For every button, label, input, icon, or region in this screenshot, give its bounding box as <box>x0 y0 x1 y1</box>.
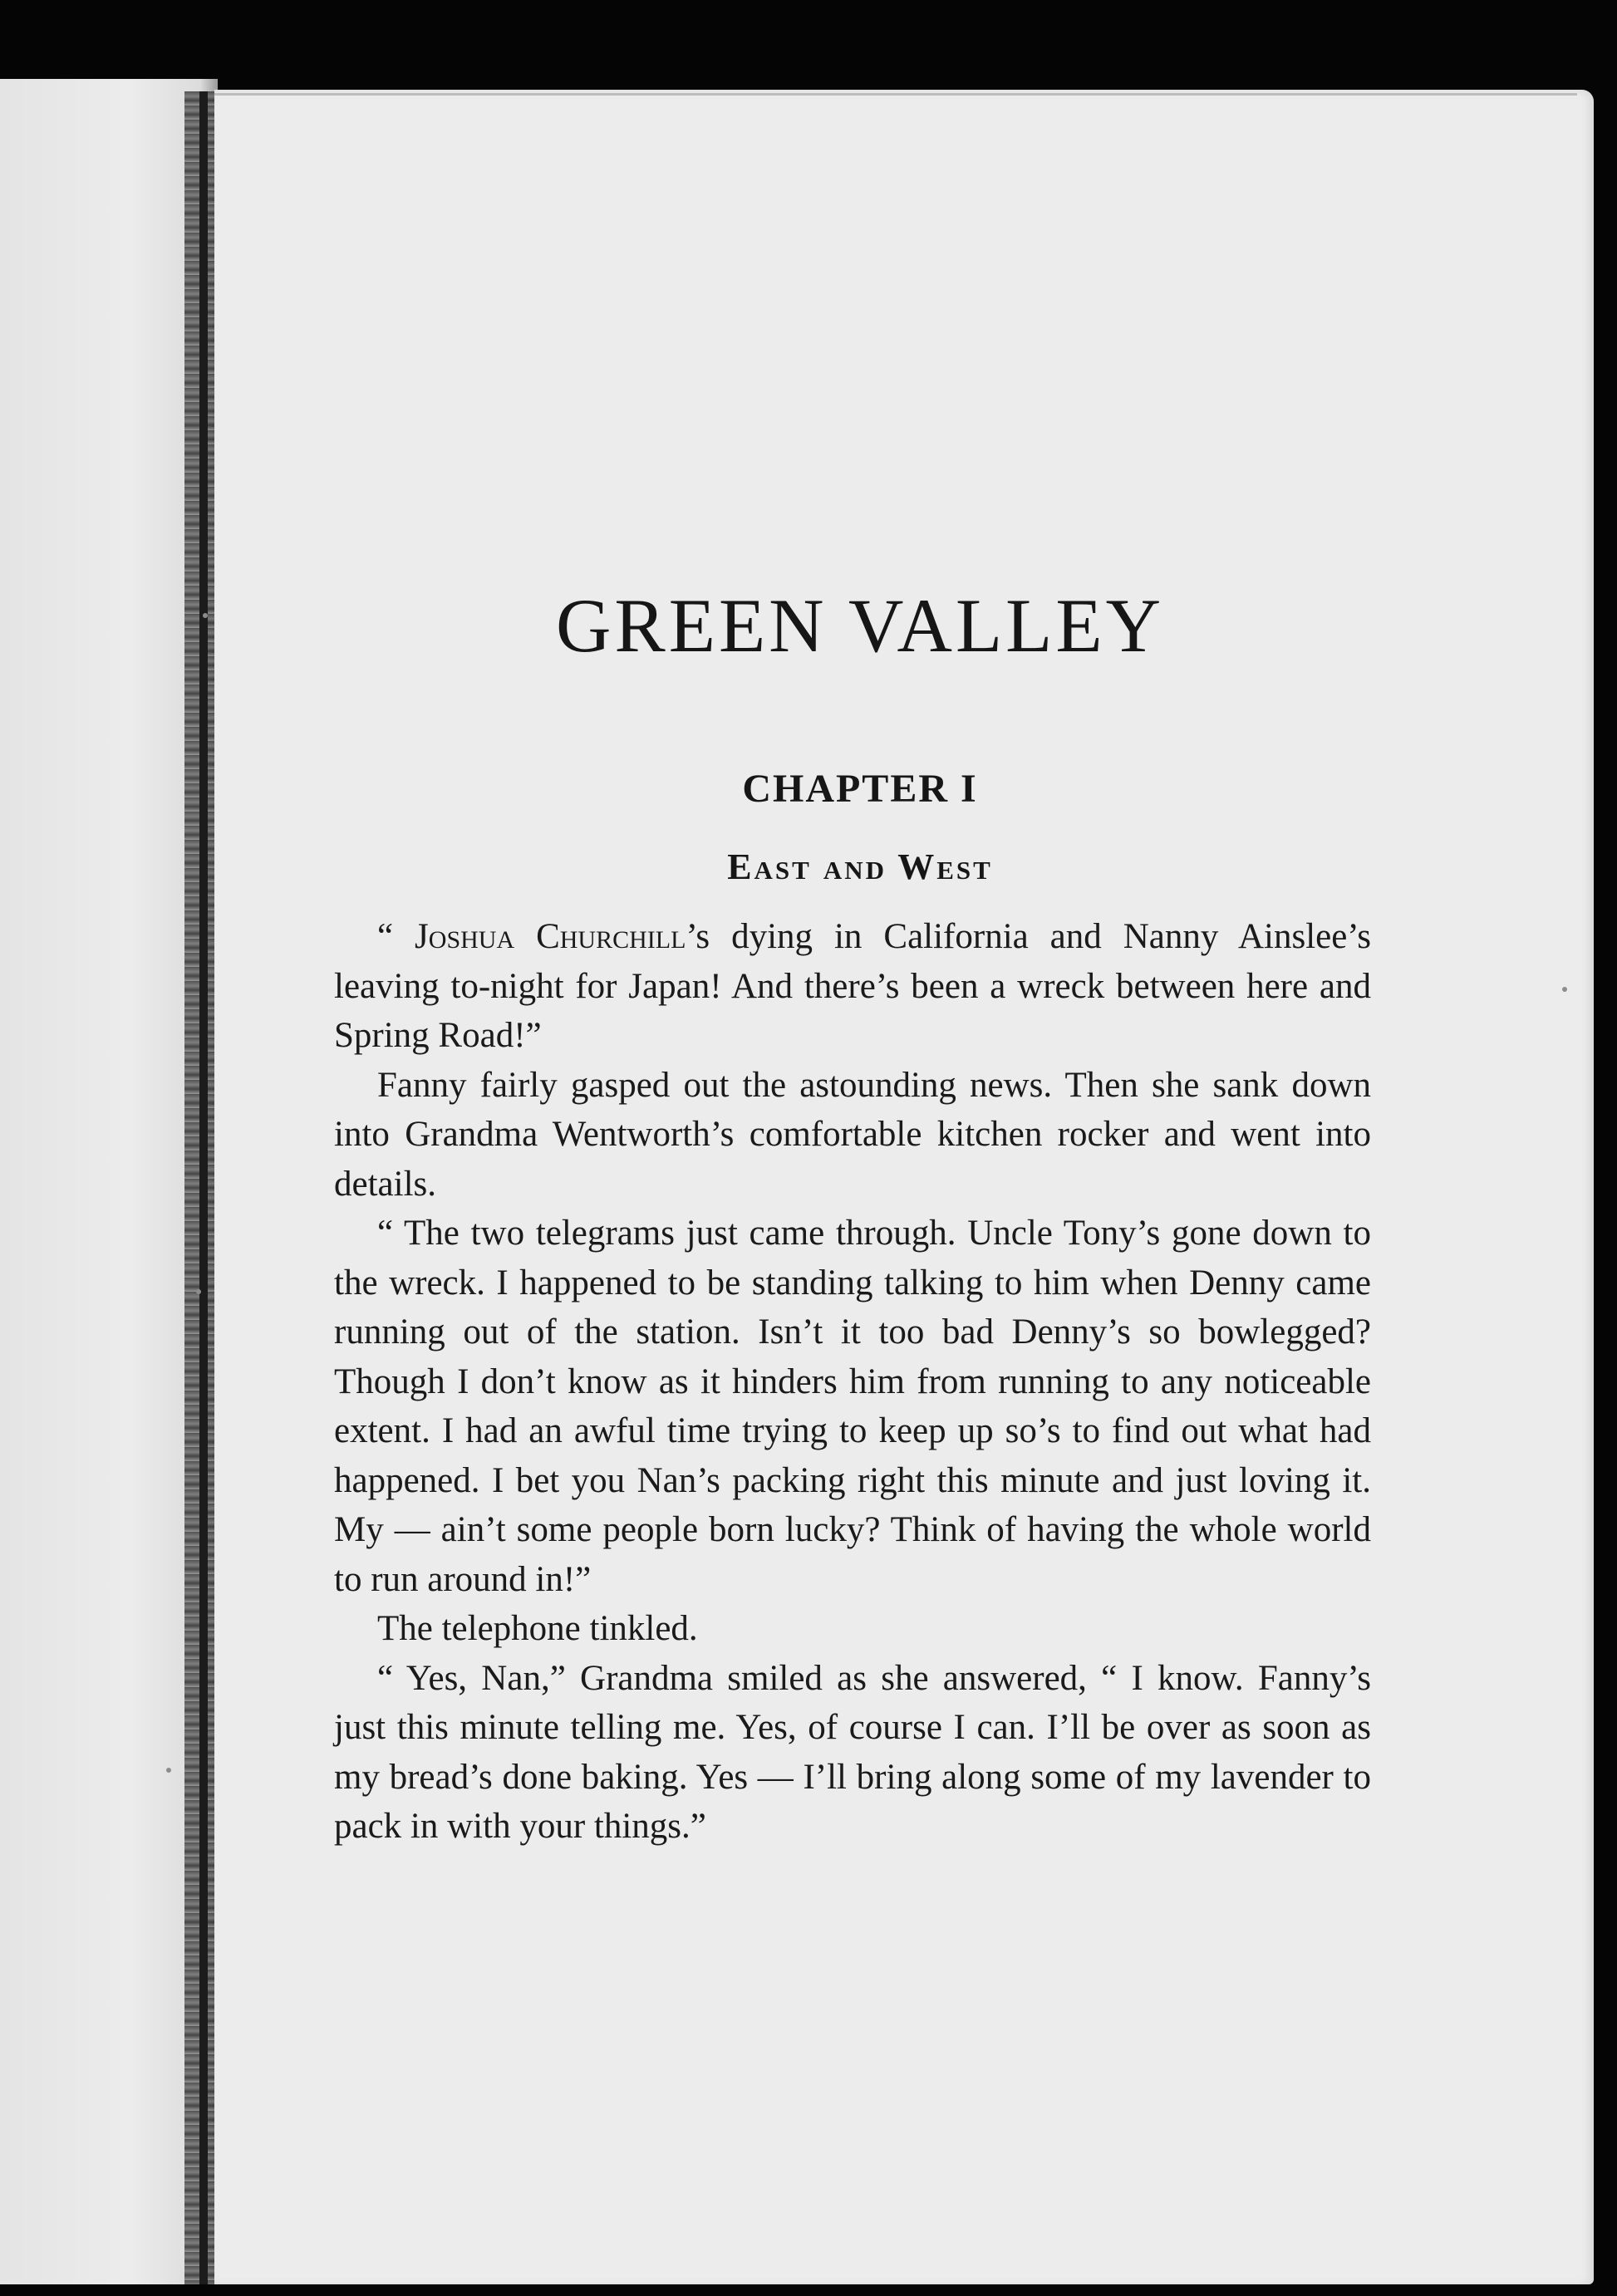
paragraph-text: The telephone tinkled. <box>377 1609 698 1648</box>
scan-speck <box>203 613 208 618</box>
scan-speck <box>166 1768 171 1773</box>
paragraph <box>334 1654 1371 1852</box>
paragraph <box>334 1061 1371 1209</box>
book-title: GREEN VALLEY <box>555 583 1165 668</box>
page-top-edge <box>214 93 1577 96</box>
paragraph-text: Fanny fairly gasped out the astounding news. Then she sank down into Grandma Wentworth’s comfortable kitchen rocker and went into details. <box>334 1065 1371 1204</box>
paragraph <box>334 1604 1371 1654</box>
paragraph-lead: “ <box>377 917 415 956</box>
body-text <box>334 912 1371 1852</box>
paragraph-text: ’s dying in California and Nanny Ainslee’s leaving to-night for Japan! And there’s been a wreck between here and Spring Road!” <box>334 917 1371 1055</box>
paragraph-text: “ The two telegrams just came through. Uncle Tony’s gone down to the wreck. I happened to be standing talking to him when Denny came running out of the station. Isn’t it too bad Denny’s so bowlegged? Though I don’t know as it hinders him from running to any noticeable extent. I had an awful time trying to keep up so’s to find out what had happened. I bet you Nan’s packing right this minute and just loving it. My — ain’t some people born lucky? Think of having the whole world to run around in!” <box>334 1214 1371 1599</box>
scan-speck <box>1562 987 1567 992</box>
scan-speck <box>196 1289 201 1294</box>
paragraph <box>334 912 1371 1061</box>
paragraph-small-caps: Joshua Churchill <box>415 917 686 956</box>
paragraph <box>334 1209 1371 1604</box>
chapter-title: East and West <box>727 846 993 887</box>
paragraph-text: “ Yes, Nan,” Grandma smiled as she answered, “ I know. Fanny’s just this minute telling me. Yes, of course I can. I’ll be over as soon as my bread’s done baking. Yes — I’ll bring along some of my lavender to pack in with your things.” <box>334 1658 1371 1846</box>
book-spine-shadow <box>199 91 208 2284</box>
chapter-heading: CHAPTER I <box>742 767 978 811</box>
